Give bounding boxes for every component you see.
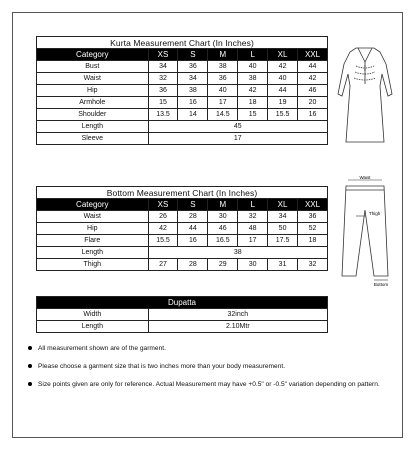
table-cell: 28	[178, 259, 208, 271]
table-cell: 38	[208, 61, 238, 73]
note-item	[30, 344, 390, 353]
waist-diagram-label: Waist	[359, 176, 371, 180]
table-cell: 36	[148, 85, 178, 97]
table-row	[37, 211, 328, 223]
row-label: Waist	[37, 73, 149, 85]
table-cell: 32inch	[148, 309, 327, 321]
table-cell: 38	[178, 85, 208, 97]
row-label: Hip	[37, 223, 149, 235]
column-header: XXL	[298, 199, 328, 211]
column-header: Category	[37, 199, 149, 211]
column-header: XS	[148, 199, 178, 211]
column-header: Category	[37, 49, 149, 61]
table-cell: 48	[238, 223, 268, 235]
table-cell: 44	[268, 85, 298, 97]
table-cell: 32	[298, 259, 328, 271]
table-cell: 40	[208, 85, 238, 97]
table-row	[37, 85, 328, 97]
row-label: Flare	[37, 235, 149, 247]
table-cell: 27	[148, 259, 178, 271]
table-cell: 18	[298, 235, 328, 247]
table-cell: 42	[268, 61, 298, 73]
row-label: Length	[37, 321, 149, 333]
table-row	[37, 223, 328, 235]
table-cell: 14	[178, 109, 208, 121]
table-cell: 18	[238, 97, 268, 109]
column-header: XL	[268, 199, 298, 211]
table-cell: 17.5	[268, 235, 298, 247]
row-label: Hip	[37, 85, 149, 97]
table-cell: 36	[208, 73, 238, 85]
bottom-chart-title: Bottom Measurement Chart (In Inches)	[37, 187, 328, 199]
table-cell: 26	[148, 211, 178, 223]
table-cell: 34	[148, 61, 178, 73]
table-cell: 30	[238, 259, 268, 271]
table-cell: 29	[208, 259, 238, 271]
column-header: XL	[268, 49, 298, 61]
row-label: Width	[37, 309, 149, 321]
table-cell: 16	[178, 97, 208, 109]
column-header: S	[178, 49, 208, 61]
dupatta-title: Dupatta	[37, 297, 328, 309]
table-cell: 16.5	[208, 235, 238, 247]
table-cell: 14.5	[208, 109, 238, 121]
table-row	[37, 121, 328, 133]
kurta-measurement-table	[36, 36, 328, 145]
table-cell: 19	[268, 97, 298, 109]
row-label: Shoulder	[37, 109, 149, 121]
table-row	[37, 109, 328, 121]
row-label: Length	[37, 247, 149, 259]
table-cell: 42	[238, 85, 268, 97]
table-cell: 16	[298, 109, 328, 121]
notes-list	[30, 344, 390, 398]
thigh-diagram-label: Thigh	[369, 211, 381, 216]
table-cell: 13.5	[148, 109, 178, 121]
kurta-illustration	[334, 44, 396, 152]
table-cell: 34	[268, 211, 298, 223]
table-cell: 15	[148, 97, 178, 109]
bottom-illustration	[334, 176, 396, 286]
table-row	[37, 73, 328, 85]
table-cell: 17	[238, 235, 268, 247]
table-cell: 46	[208, 223, 238, 235]
column-header: S	[178, 199, 208, 211]
row-label: Length	[37, 121, 149, 133]
table-cell: 44	[178, 223, 208, 235]
bullet-icon	[28, 364, 32, 368]
dupatta-measurement-table	[36, 296, 328, 333]
note-text: Please choose a garment size that is two inches more than your body measurement.	[38, 363, 286, 370]
table-cell: 44	[298, 61, 328, 73]
table-cell: 36	[178, 61, 208, 73]
table-cell: 32	[238, 211, 268, 223]
table-cell: 40	[238, 61, 268, 73]
table-cell: 15	[238, 109, 268, 121]
table-cell: 42	[148, 223, 178, 235]
table-cell: 45	[148, 121, 327, 133]
column-header: L	[238, 199, 268, 211]
table-row	[37, 133, 328, 145]
table-cell: 34	[178, 73, 208, 85]
table-cell: 42	[298, 73, 328, 85]
table-cell: 16	[178, 235, 208, 247]
note-text: Size points given are only for reference. Actual Measurement may have +0.5" or -0.5" variation depending on pattern.	[38, 381, 380, 388]
table-cell: 17	[208, 97, 238, 109]
table-cell: 2.10Mtr	[148, 321, 327, 333]
table-row	[37, 97, 328, 109]
row-label: Waist	[37, 211, 149, 223]
column-header: XXL	[298, 49, 328, 61]
table-cell: 31	[268, 259, 298, 271]
bottom-measurement-table	[36, 186, 328, 271]
kurta-chart-title: Kurta Measurement Chart (In Inches)	[37, 37, 328, 49]
table-row	[37, 259, 328, 271]
column-header: XS	[148, 49, 178, 61]
row-label: Bust	[37, 61, 149, 73]
column-header: M	[208, 49, 238, 61]
table-cell: 38	[148, 247, 327, 259]
row-label: Sleeve	[37, 133, 149, 145]
bottom-diagram-label: Bottom	[373, 282, 389, 286]
table-cell: 15.5	[268, 109, 298, 121]
table-cell: 40	[268, 73, 298, 85]
table-cell: 38	[238, 73, 268, 85]
note-text: All measurement shown are of the garment.	[38, 345, 166, 352]
table-row	[37, 309, 328, 321]
row-label: Armhole	[37, 97, 149, 109]
table-cell: 52	[298, 223, 328, 235]
note-item	[30, 362, 390, 371]
bullet-icon	[28, 346, 32, 350]
bullet-icon	[28, 382, 32, 386]
column-header: L	[238, 49, 268, 61]
table-cell: 36	[298, 211, 328, 223]
table-cell: 30	[208, 211, 238, 223]
table-cell: 15.5	[148, 235, 178, 247]
table-cell: 46	[298, 85, 328, 97]
table-cell: 17	[148, 133, 327, 145]
note-item	[30, 380, 390, 389]
table-row	[37, 247, 328, 259]
table-cell: 20	[298, 97, 328, 109]
table-row	[37, 235, 328, 247]
table-row	[37, 321, 328, 333]
row-label: Thigh	[37, 259, 149, 271]
table-cell: 32	[148, 73, 178, 85]
table-cell: 50	[268, 223, 298, 235]
table-cell: 28	[178, 211, 208, 223]
column-header: M	[208, 199, 238, 211]
table-row	[37, 61, 328, 73]
